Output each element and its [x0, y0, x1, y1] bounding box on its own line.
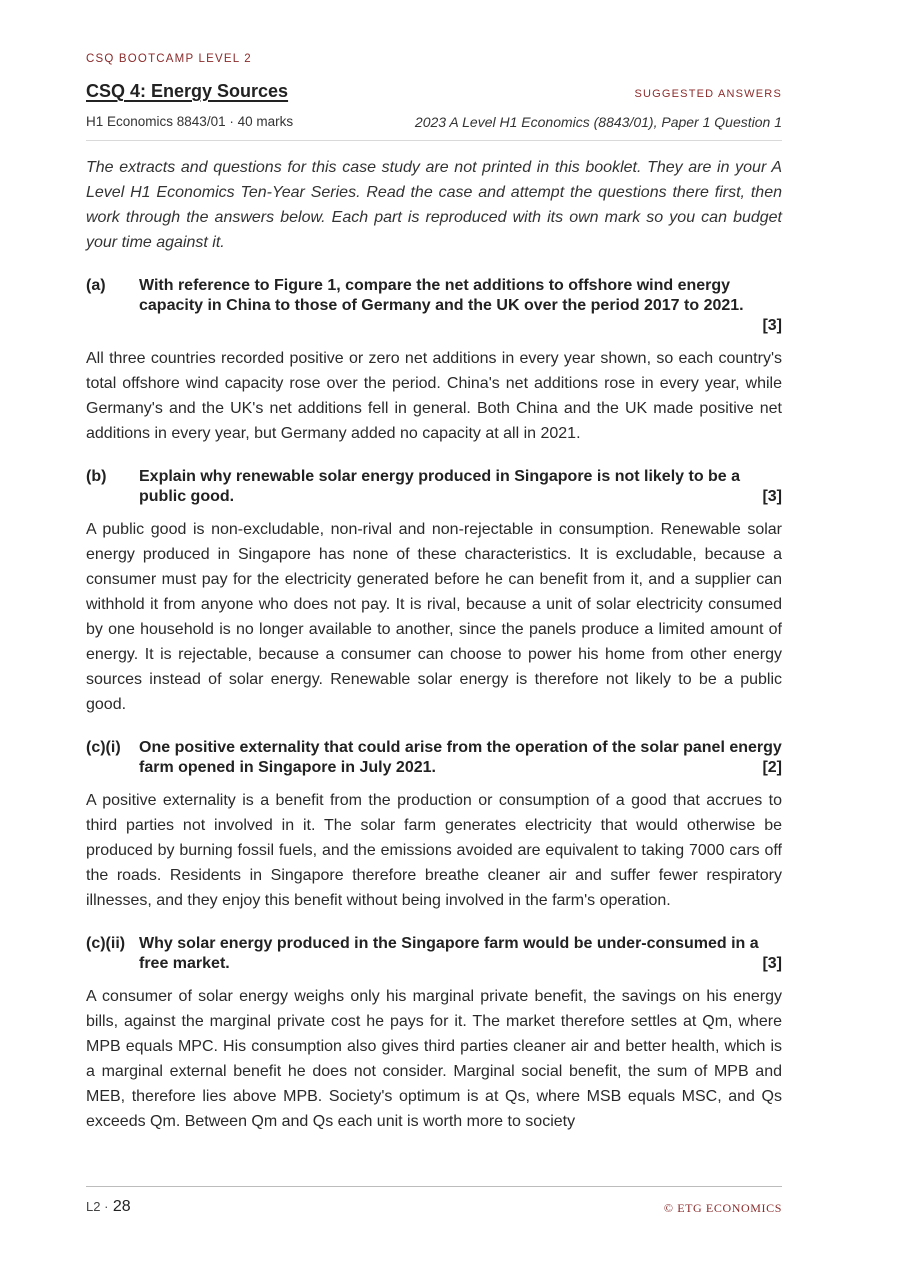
- question-marks: [2]: [762, 759, 782, 776]
- question-label: (c)(ii): [86, 935, 126, 952]
- question-label: (c)(i): [86, 739, 121, 756]
- page-prefix: L2 ·: [86, 1199, 109, 1214]
- question-text: Explain why renewable solar energy produced in Singapore is not likely to be a public good.: [139, 468, 741, 505]
- question-b: [86, 467, 782, 507]
- page-number: [86, 1198, 131, 1216]
- question-c-i: [86, 738, 782, 778]
- question-label: (a): [86, 277, 106, 294]
- series-label: CSQ BOOTCAMP LEVEL 2: [86, 53, 252, 65]
- content: [86, 155, 782, 1134]
- copyright: © ETG ECONOMICS: [663, 1201, 782, 1215]
- header-divider: [86, 140, 782, 141]
- answer-c-i: A positive externality is a benefit from the production or consumption of a good that accrues to third parties not involved in it. The solar farm generates electricity that would otherwise be produced by burning fossil fuels, and the emissions avoided are equivalent to taking 7000 cars off the roads. Residents in Singapore therefore breathe cleaner air and suffer fewer respiratory illnesses, and they enjoy this benefit without being involved in the farm's operation.: [86, 792, 782, 909]
- question-c-ii: [86, 934, 782, 974]
- paper-code: H1 Economics 8843/01 · 40 marks: [86, 114, 294, 129]
- question-text: One positive externality that could arise from the operation of the solar panel energy farm opened in Singapore in July 2021.: [139, 739, 782, 776]
- question-text: Why solar energy produced in the Singapore farm would be under-consumed in a free market.: [139, 935, 759, 972]
- source-reference: 2023 A Level H1 Economics (8843/01), Paper 1 Question 1: [414, 114, 782, 130]
- question-marks: [3]: [762, 317, 782, 334]
- question-a: [86, 276, 782, 336]
- question-text: With reference to Figure 1, compare the net additions to offshore wind energy capacity in China to those of Germany and the UK over the period 2017 to 2021.: [139, 277, 744, 314]
- footer-divider: [86, 1186, 782, 1187]
- question-marks: [3]: [762, 488, 782, 505]
- page-number-value: 28: [112, 1198, 131, 1215]
- intro-text: The extracts and questions for this case study are not printed in this booklet. They are in your A Level H1 Economics Ten-Year Series. Read the case and attempt the questions there first, then work through the answers below. Each part is reproduced with its own mark so you can budget your time against it.: [86, 159, 782, 251]
- answer-c-ii: A consumer of solar energy weighs only his marginal private benefit, the savings on his energy bills, against the marginal private cost he pays for it. The market therefore settles at Qm, where MPB equals MPC. His consumption also gives third parties cleaner air and better health, which is a marginal external benefit he does not consider. Marginal social benefit, the sum of MPB and MEB, therefore lies above MPB. Society's optimum is at Qs, where MSB equals MSC, and Qs exceeds Qm. Between Qm and Qs each unit is worth more to society: [86, 988, 782, 1130]
- answer-b: A public good is non-excludable, non-rival and non-rejectable in consumption. Renewable solar energy produced in Singapore has none of these characteristics. It is excludable, because a consumer must pay for the electricity generated before he can benefit from it, and a supplier can withhold it from anyone who does not pay. It is rival, because a unit of solar electricity consumed by one household is no longer available to another, since the panels produce a limited amount of energy. It is rejectable, because a consumer can choose to power his home from other energy sources instead of solar energy. Renewable solar energy is therefore not likely to be a public good.: [86, 521, 782, 713]
- question-label: (b): [86, 468, 107, 485]
- answer-a: All three countries recorded positive or zero net additions in every year shown, so each country's total offshore wind capacity rose over the period. China's net additions rose in every year, while Germany's and the UK's net additions fell in general. Both China and the UK made positive net additions in every year, but Germany added no capacity at all in 2021.: [86, 350, 782, 442]
- suggested-answers-tag: SUGGESTED ANSWERS: [634, 88, 782, 100]
- page-title: CSQ 4: Energy Sources: [86, 81, 289, 101]
- question-marks: [3]: [762, 955, 782, 972]
